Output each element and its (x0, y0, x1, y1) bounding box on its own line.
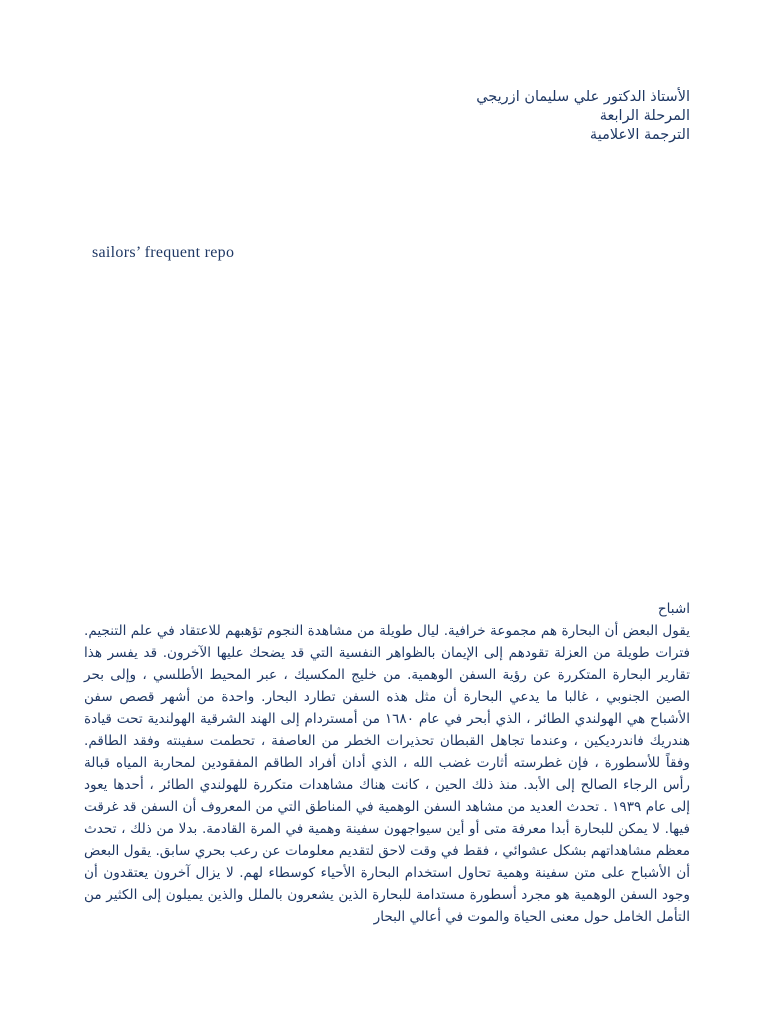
course-stage: المرحلة الرابعة (599, 108, 690, 124)
article (84, 598, 690, 928)
article-title: اشباح (657, 601, 690, 617)
author-header (190, 88, 690, 145)
article-body: يقول البعض أن البحارة هم مجموعة خرافية. ليال طويلة من مشاهدة النجوم تؤهبهم للاعتقاد في علم التنجيم. فترات طويلة من العزلة تقودهم إلى الإيمان بالظواهر النفسية التي قد يضحك عليها الآخرون. قد يفسر هذا تقارير البحارة المتكررة عن رؤية السفن الوهمية. من خليج المكسيك ، عبر المحيط الأطلسي ، وإلى بحر الصين الجنوبي ، غالبا ما يدعي البحارة أن مثل هذه السفن تطارد البحار. واحدة من أشهر قصص سفن الأشباح هي الهولندي الطائر ، الذي أبحر في عام ١٦٨٠ من أمستردام إلى الهند الشرقية الهولندية تحت قيادة هندريك فاندرديكين ، وعندما تجاهل القبطان تحذيرات الخطر من العاصفة ، تحطمت سفينته وفقد الطاقم. وفقاً للأسطورة ، فإن غطرسته أثارت غضب الله ، الذي أدان أفراد الطاقم المفقودين لمحاربة المياه قبالة رأس الرجاء الصالح إلى الأبد. منذ ذلك الحين ، كانت هناك مشاهدات متكررة للهولندي الطائر ، أحدها يعود إلى عام ١٩٣٩ . تحدث العديد من مشاهد السفن الوهمية في المناطق التي من المعروف أن السفن قد غرقت فيها. لا يمكن للبحارة أبدا معرفة متى أو أين سيواجهون سفينة وهمية في المرة القادمة. بدلا من ذلك ، تحدث معظم مشاهداتهم بشكل عشوائي ، فقط في وقت لاحق لتقديم معلومات عن رعب بحري سابق. يقول البعض أن الأشباح على متن سفينة وهمية تحاول استخدام البحارة الأحياء كوسطاء لهم. لا يزال آخرون يعتقدون أن وجود السفن الوهمية هو مجرد أسطورة مستدامة للبحارة الذين يشعرون بالملل والذين يميلون إلى الكثير من التأمل الخامل حول معنى الحياة والموت في أعالي البحار (84, 623, 690, 925)
english-text-fragment: sailors’ frequent repo (92, 244, 235, 261)
course-subject: الترجمة الاعلامية (589, 127, 690, 143)
professor-name: الأستاذ الدكتور علي سليمان ازريجي (476, 89, 690, 105)
